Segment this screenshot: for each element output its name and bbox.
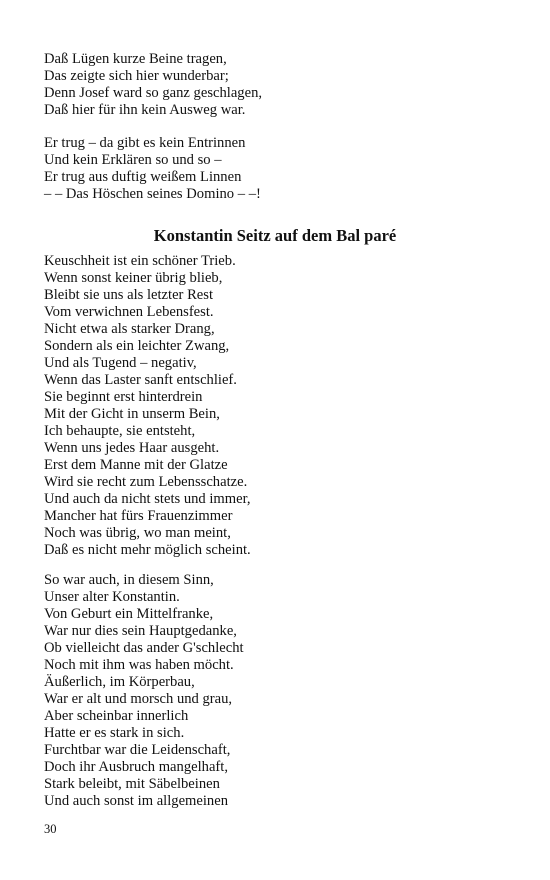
verse-line: Stark beleibt, mit Säbelbeinen bbox=[44, 776, 220, 792]
stanza-4 bbox=[44, 572, 514, 810]
verse-line: War nur dies sein Hauptgedanke, bbox=[44, 623, 237, 639]
verse-line: Noch mit ihm was haben möcht. bbox=[44, 657, 234, 673]
verse-line: Wenn uns jedes Haar ausgeht. bbox=[44, 440, 220, 456]
verse-line: Äußerlich, im Körperbau, bbox=[44, 674, 195, 690]
verse-line: Wird sie recht zum Lebensschatze. bbox=[44, 474, 248, 490]
verse-line: Hatte er es stark in sich. bbox=[44, 725, 185, 741]
verse-line: Mancher hat fürs Frauenzimmer bbox=[44, 508, 233, 524]
stanza-2 bbox=[44, 135, 514, 203]
verse-line: Mit der Gicht in unserm Bein, bbox=[44, 406, 220, 422]
poem-title: Konstantin Seitz auf dem Bal paré bbox=[153, 226, 397, 245]
verse-line: Sondern als ein leichter Zwang, bbox=[44, 338, 230, 354]
page-number: 30 bbox=[44, 822, 57, 836]
verse-line: Von Geburt ein Mittelfranke, bbox=[44, 606, 214, 622]
verse-line: Daß hier für ihn kein Ausweg war. bbox=[44, 102, 246, 118]
verse-line: Doch ihr Ausbruch mangelhaft, bbox=[44, 759, 228, 775]
verse-line: Ob vielleicht das ander G'schlecht bbox=[44, 640, 244, 656]
verse-line: Keuschheit ist ein schöner Trieb. bbox=[44, 253, 236, 269]
verse-line: War er alt und morsch und grau, bbox=[44, 691, 233, 707]
stanza-1 bbox=[44, 51, 514, 119]
verse-line: Unser alter Konstantin. bbox=[44, 589, 180, 605]
verse-line: Sie beginnt erst hinterdrein bbox=[44, 389, 203, 405]
verse-line: Ich behaupte, sie entsteht, bbox=[44, 423, 196, 439]
verse-line: Er trug aus duftig weißem Linnen bbox=[44, 169, 242, 185]
verse-line: Wenn das Laster sanft entschlief. bbox=[44, 372, 237, 388]
verse-line: Nicht etwa als starker Drang, bbox=[44, 321, 215, 337]
verse-line: Aber scheinbar innerlich bbox=[44, 708, 189, 724]
verse-line: Daß Lügen kurze Beine tragen, bbox=[44, 51, 227, 67]
verse-line: Und kein Erklären so und so – bbox=[44, 152, 222, 168]
verse-line: – – Das Höschen seines Domino – –! bbox=[44, 186, 261, 202]
verse-line: Erst dem Manne mit der Glatze bbox=[44, 457, 228, 473]
verse-line: Furchtbar war die Leidenschaft, bbox=[44, 742, 231, 758]
stanza-3 bbox=[44, 253, 514, 559]
verse-line: Noch was übrig, wo man meint, bbox=[44, 525, 231, 541]
verse-line: Und als Tugend – negativ, bbox=[44, 355, 197, 371]
verse-line: Das zeigte sich hier wunderbar; bbox=[44, 68, 229, 84]
verse-line: So war auch, in diesem Sinn, bbox=[44, 572, 214, 588]
verse-line: Wenn sonst keiner übrig blieb, bbox=[44, 270, 223, 286]
verse-line: Daß es nicht mehr möglich scheint. bbox=[44, 542, 251, 558]
verse-line: Und auch da nicht stets und immer, bbox=[44, 491, 251, 507]
verse-line: Denn Josef ward so ganz geschlagen, bbox=[44, 85, 263, 101]
verse-line: Und auch sonst im allgemeinen bbox=[44, 793, 229, 809]
verse-line: Bleibt sie uns als letzter Rest bbox=[44, 287, 214, 303]
verse-line: Vom verwichnen Lebensfest. bbox=[44, 304, 214, 320]
verse-line: Er trug – da gibt es kein Entrinnen bbox=[44, 135, 246, 151]
